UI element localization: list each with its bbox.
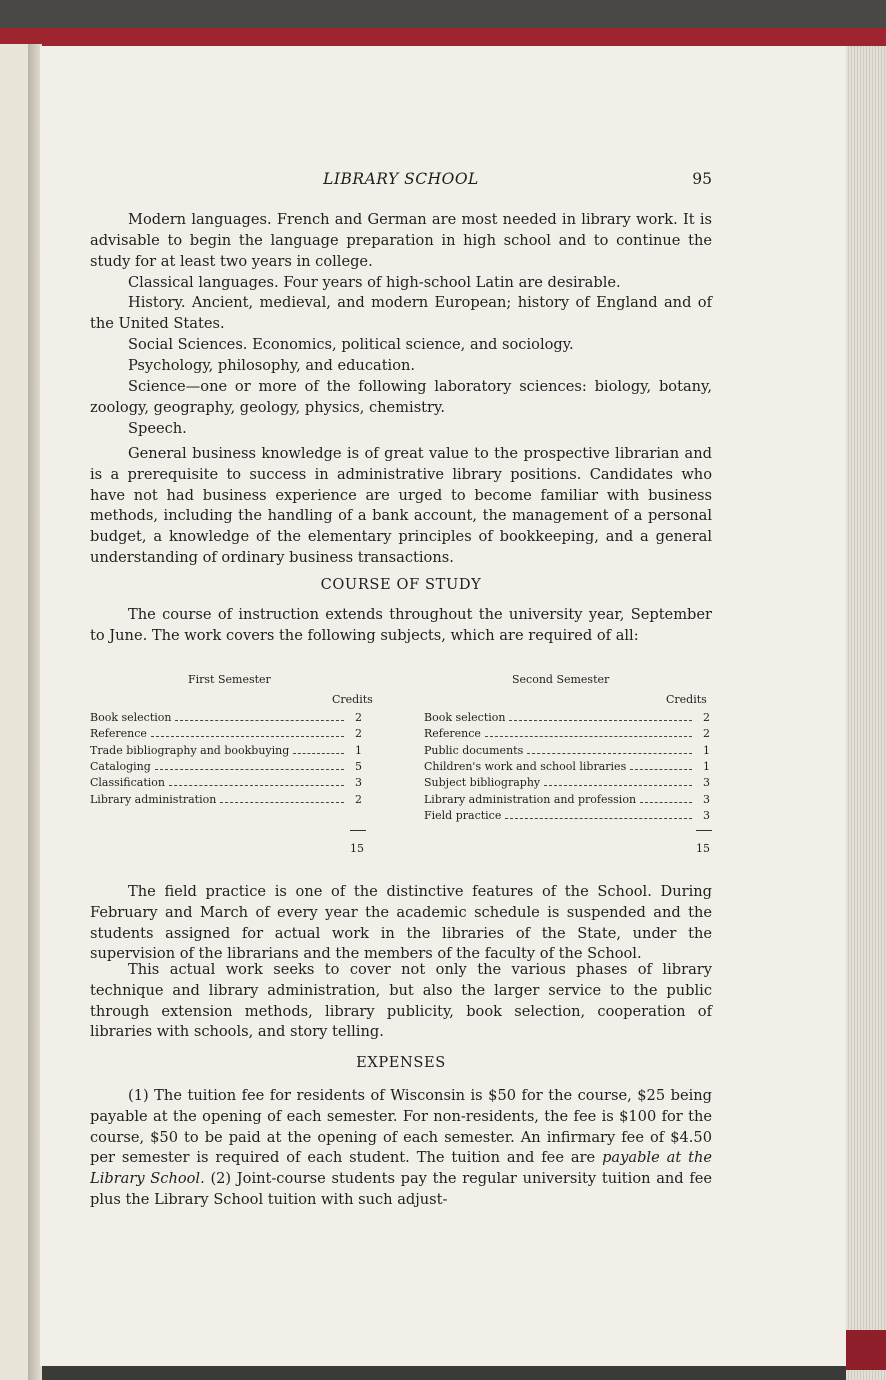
course-table xyxy=(90,670,712,860)
course-credits: 2 xyxy=(703,727,710,741)
paragraph-classical-languages: Classical languages. Four years of high-school Latin are desirable. xyxy=(128,274,621,291)
course-row xyxy=(90,726,362,742)
leader-dots xyxy=(155,759,344,770)
paragraph-history: History. Ancient, medieval, and modern European; history of England and of the United States. xyxy=(90,294,712,332)
second-semester-total: 15 xyxy=(696,842,710,855)
paragraph-psychology: Psychology, philosophy, and education. xyxy=(128,357,416,374)
course-credits: 2 xyxy=(355,711,362,724)
paragraph-social-sciences: Social Sciences. Economics, political science, and sociology. xyxy=(128,336,574,353)
leader-dots xyxy=(151,726,344,737)
course-credits: 2 xyxy=(355,792,362,806)
leader-dots xyxy=(505,808,692,819)
leader-dots xyxy=(509,710,692,721)
course-row xyxy=(90,775,362,791)
course-credits: 3 xyxy=(703,792,710,806)
course-credits: 2 xyxy=(703,711,710,724)
course-row xyxy=(424,775,710,791)
course-name: Cataloging xyxy=(90,759,151,773)
first-total-rule xyxy=(350,830,366,831)
course-credits: 3 xyxy=(703,808,710,822)
course-credits: 1 xyxy=(355,743,362,757)
course-credits: 1 xyxy=(703,743,710,757)
course-name: Trade bibliography and bookbuying xyxy=(90,743,290,757)
page-number: 95 xyxy=(692,170,712,188)
course-row xyxy=(90,792,362,808)
course-row xyxy=(90,759,362,775)
course-row xyxy=(424,808,710,824)
leader-dots xyxy=(293,743,344,754)
leader-dots xyxy=(527,743,692,754)
leader-dots xyxy=(630,759,692,770)
course-credits: 1 xyxy=(703,759,710,773)
course-row xyxy=(424,759,710,775)
first-credits-label: Credits xyxy=(332,693,373,706)
course-name: Book selection xyxy=(90,711,172,724)
paragraph-actual-work: This actual work seeks to cover not only the various phases of library technique and library administration, but also the larger service to the public through extension methods, library publicity, book selection, cooperation of libraries with schools, and story telling. xyxy=(90,961,712,1041)
expenses-italic: payable at the Library School. xyxy=(90,1149,712,1188)
course-credits: 3 xyxy=(355,776,362,790)
page-header xyxy=(90,170,712,192)
course-name: Subject bibliography xyxy=(424,776,541,790)
heading-expenses: EXPENSES xyxy=(356,1054,446,1071)
leader-dots xyxy=(485,726,692,737)
paragraph-expenses xyxy=(90,1086,712,1211)
leader-dots xyxy=(220,792,344,803)
course-name: Public documents xyxy=(424,743,524,757)
course-name: Children's work and school libraries xyxy=(424,759,627,773)
expenses-text-1: (1) The tuition fee for residents of Wisconsin is $50 for the course, $25 being payable at the opening of each semester. For non-residents, the fee is $100 for the course, $50 to be paid at the opening of each semester. An infirmary fee of $4.50 per semester is required of each student. The tuition and fee are xyxy=(90,1087,712,1167)
course-name: Reference xyxy=(90,727,147,741)
paragraph-field-practice: The field practice is one of the distinctive features of the School. During February and March of every year the academic schedule is suspended and the students assigned for actual work in the libraries of the State, under the supervision of the librarians and the members of the faculty of the School. xyxy=(90,883,712,963)
course-name: Book selection xyxy=(424,711,506,724)
course-name: Reference xyxy=(424,727,481,741)
course-credits: 5 xyxy=(355,759,362,773)
page-edges xyxy=(846,46,886,1380)
expenses-text-2: (2) Joint-course students pay the regular university tuition and fee plus the Library School tuition with such adjust- xyxy=(90,1170,713,1208)
course-row xyxy=(90,710,362,726)
paragraph-speech: Speech. xyxy=(128,420,187,437)
second-total-rule xyxy=(696,830,712,831)
paragraph-course-intro: The course of instruction extends throughout the university year, September to June. The work covers the following subjects, which are required of all: xyxy=(90,606,712,644)
course-name: Field practice xyxy=(424,808,502,822)
paragraph-modern-languages: Modern languages. French and German are most needed in library work. It is advisable to begin the language preparation in high school and to continue the study for at least two years in college. xyxy=(90,211,712,270)
paragraph-business-knowledge: General business knowledge is of great value to the prospective librarian and is a prerequisite to success in administrative library positions. Candidates who have not had business experience are urged to become familiar with business methods, including the handling of a bank account, the management of a personal budget, a knowledge of the elementary principles of bookkeeping, and a general understanding of ordinary business transactions. xyxy=(90,445,712,566)
running-title: LIBRARY SCHOOL xyxy=(323,170,479,188)
leader-dots xyxy=(175,710,344,721)
leader-dots xyxy=(640,792,692,803)
cover-corner xyxy=(846,1330,886,1370)
course-name: Library administration and profession xyxy=(424,792,637,806)
course-row xyxy=(424,743,710,759)
course-row xyxy=(424,726,710,742)
course-credits: 3 xyxy=(703,776,710,790)
first-semester-total: 15 xyxy=(350,842,364,855)
second-credits-label: Credits xyxy=(666,693,707,706)
leader-dots xyxy=(544,775,692,786)
course-name: Classification xyxy=(90,776,166,790)
heading-course-of-study: COURSE OF STUDY xyxy=(320,576,482,593)
course-row xyxy=(424,792,710,808)
first-semester-title: First Semester xyxy=(188,673,271,686)
course-credits: 2 xyxy=(355,727,362,741)
course-row xyxy=(424,710,710,726)
leader-dots xyxy=(169,775,344,786)
paragraph-science: Science—one or more of the following laboratory sciences: biology, botany, zoology, geography, geology, physics, chemistry. xyxy=(90,378,712,416)
second-semester-title: Second Semester xyxy=(512,673,610,686)
course-name: Library administration xyxy=(90,792,217,806)
course-row xyxy=(90,743,362,759)
